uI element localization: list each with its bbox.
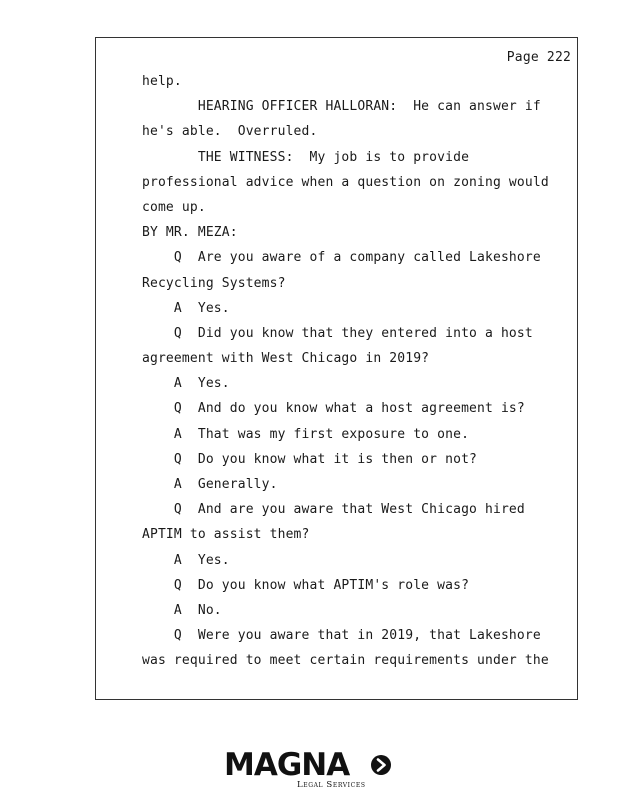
logo-wordmark: MAGNA (224, 747, 350, 783)
transcript-line: Q Do you know what it is then or not? (142, 451, 478, 467)
transcript-line: A That was my first exposure to one. (142, 426, 470, 442)
transcript-line: Recycling Systems? (142, 275, 286, 291)
transcript-line: come up. (142, 199, 206, 215)
transcript-line: A Generally. (142, 477, 278, 492)
transcript-line: Q Were you aware that in 2019, that Lakeshore (142, 628, 541, 644)
transcript-line: Q And are you aware that West Chicago hired (142, 502, 525, 518)
transcript-line: A No. (142, 602, 222, 618)
transcript-line: was required to meet certain requirements under the (142, 653, 549, 669)
transcript-line: agreement with West Chicago in 2019? (142, 351, 430, 367)
transcript-line: Q Do you know what APTIM's role was? (142, 577, 470, 593)
transcript-body (142, 69, 562, 674)
logo-tagline: Legal Services (297, 780, 366, 790)
page-number: Page 222 (506, 50, 571, 65)
transcript-line: professional advice when a question on zoning would (142, 174, 549, 190)
arrow-circle-icon (370, 754, 392, 776)
transcript-line: A Yes. (142, 300, 230, 316)
transcript-line: A Yes. (142, 376, 230, 392)
transcript-page (95, 37, 578, 700)
magna-logo (224, 748, 396, 792)
transcript-line: Q Are you aware of a company called Lakeshore (142, 250, 541, 266)
transcript-line: THE WITNESS: My job is to provide (142, 149, 470, 165)
transcript-line: APTIM to assist them? (142, 527, 310, 543)
transcript-line: help. (142, 74, 182, 89)
transcript-line: A Yes. (142, 552, 230, 568)
transcript-line: BY MR. MEZA: (142, 225, 238, 241)
transcript-line: he's able. Overruled. (142, 124, 318, 140)
transcript-line: Q And do you know what a host agreement is? (142, 401, 525, 417)
transcript-line: Q Did you know that they entered into a host (142, 325, 533, 341)
transcript-line: HEARING OFFICER HALLORAN: He can answer if (142, 99, 541, 115)
